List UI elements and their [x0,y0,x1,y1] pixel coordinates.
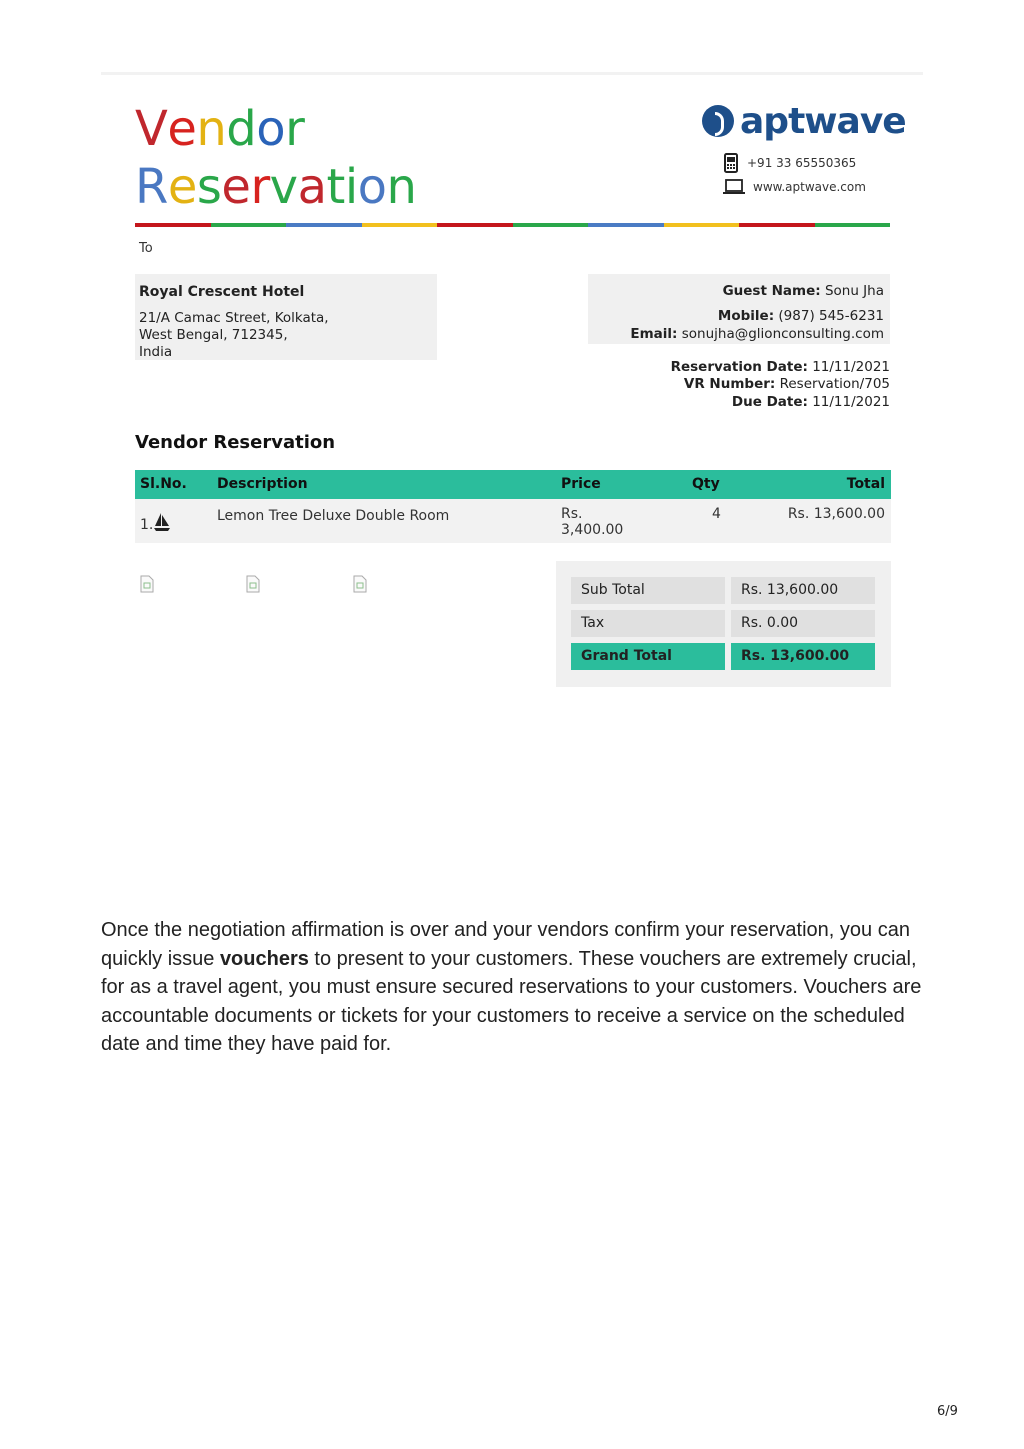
vr-number-line [684,376,890,392]
reservation-date: 11/11/2021 [812,359,890,375]
stripe-segment [211,223,287,227]
title-letter: e [221,159,251,215]
due-date-line [732,394,890,410]
aptwave-logo-icon [702,105,734,137]
page-number: 6/9 [937,1404,958,1419]
grand-total-value: Rs. 13,600.00 [731,643,875,670]
address-line: 21/A Camac Street, Kolkata, [139,310,329,326]
phone-icon [723,153,739,173]
stripe-segment [664,223,740,227]
tax-value: Rs. 0.00 [731,610,875,637]
mobile-label: Mobile: [717,308,775,324]
row-total: Rs. 13,600.00 [787,506,885,522]
laptop-icon [723,179,745,195]
tax-label: Tax [571,610,725,637]
stripe-segment [135,223,211,227]
row-slno [140,512,171,533]
title-letter: n [386,159,417,215]
reservation-date-label: Reservation Date: [670,359,808,375]
header-qty: Qty [692,476,720,492]
phone-contact [723,153,856,173]
title-letter: v [269,159,298,215]
totals-box [556,561,891,687]
grand-total-label: Grand Total [571,643,725,670]
brand-name: aptwave [740,100,906,142]
due-date-label: Due Date: [731,394,808,410]
broken-image-icon [140,575,154,593]
title-letter: n [196,101,227,157]
title-letter: V [135,101,168,157]
broken-image-icon [353,575,367,593]
header-slno: Sl.No. [140,476,187,492]
hotel-sail-icon [153,512,171,532]
title-letter: e [167,101,197,157]
vr-number: Reservation/705 [779,376,890,392]
row-qty: 4 [712,506,721,522]
vendor-address-box [135,274,437,360]
broken-image-icon [246,575,260,593]
paragraph-text: to present to your customers. These vouchers are extremely crucial, for as a travel agent, you must ensure secured reservations to your customers. Vouchers are accountable documents or tickets for your customers to receive a service on the scheduled date and time they have paid for. [101,947,922,1055]
mobile-line [718,308,884,324]
phone-number: +91 33 65550365 [747,156,857,170]
email-line [630,326,884,342]
header-description: Description [217,476,308,492]
title-letter: i [344,159,358,215]
subtotal-label: Sub Total [571,577,725,604]
article-paragraph [101,916,931,1059]
table-header [135,470,891,499]
paragraph-bold-term: vouchers [219,947,309,970]
header-price: Price [561,476,601,492]
reservation-table [135,470,891,543]
stripe-segment [286,223,362,227]
title-line-1 [135,101,304,157]
price-currency: Rs. [561,506,583,522]
vr-number-label: VR Number: [683,376,776,392]
price-amount: 3,400.00 [561,522,624,538]
guest-name-label: Guest Name: [722,283,821,299]
reservation-date-line [671,359,890,375]
row-description: Lemon Tree Deluxe Double Room [217,508,450,524]
stripe-segment [513,223,589,227]
address-line: India [139,344,173,360]
due-date: 11/11/2021 [812,394,890,410]
slno-value: 1. [140,517,154,533]
reservation-dates [588,359,890,419]
title-letter: r [250,159,270,215]
stripe-segment [815,223,891,227]
title-letter: r [285,101,305,157]
stripe-segment [739,223,815,227]
title-letter: s [196,159,222,215]
header-total: Total [846,476,885,492]
title-letter: d [226,101,257,157]
title-letter: a [297,159,327,215]
stripe-segment [437,223,513,227]
guest-name-line [723,283,884,299]
title-letter: e [167,159,197,215]
stripe-segment [588,223,664,227]
address-line: West Bengal, 712345, [139,327,288,343]
subtotal-value: Rs. 13,600.00 [731,577,875,604]
title-letter: o [357,159,387,215]
title-letter: R [135,159,168,215]
title-letter: o [256,101,286,157]
title-line-2 [135,159,416,215]
stripe-segment [362,223,438,227]
vendor-address [139,310,329,361]
brand-logo [702,99,906,143]
title-letter: t [326,159,345,215]
color-stripe [135,223,890,227]
email-address: sonujha@glionconsulting.com [681,326,884,342]
guest-info-box [588,274,890,344]
row-price [561,506,623,538]
vendor-name: Royal Crescent Hotel [139,284,305,300]
website-contact [723,179,866,195]
website-url: www.aptwave.com [753,180,866,194]
table-row [135,499,891,543]
guest-name: Sonu Jha [824,283,884,299]
to-label: To [139,241,153,256]
mobile-number: (987) 545-6231 [778,308,884,324]
section-title: Vendor Reservation [135,432,336,453]
email-label: Email: [630,326,678,342]
paragraph-text: Once the negotiation affirmation is over and your vendors confirm your reservation, you can quickly issue [101,919,910,970]
vendor-reservation-document [101,75,923,895]
